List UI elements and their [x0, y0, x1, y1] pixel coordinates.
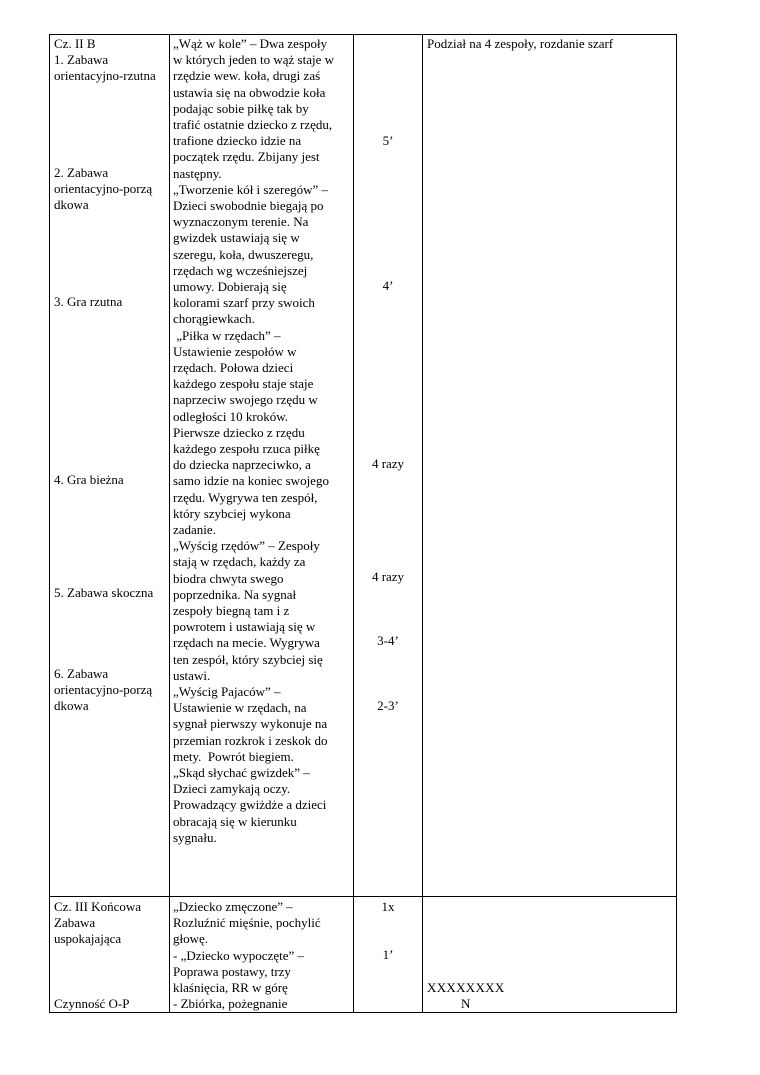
- section-heading: Cz. III Końcowa: [54, 899, 141, 914]
- description-line: Dzieci zamykają oczy.: [173, 781, 291, 797]
- formation-marker: XXXXXXXX: [427, 980, 505, 995]
- formation-marker: N: [461, 996, 471, 1011]
- description-line: kolorami szarf przy swoich: [173, 295, 315, 311]
- description-line: „Skąd słychać gwizdek” –: [173, 765, 310, 780]
- s2-cell-part: [49, 34, 170, 897]
- description-line: ustawi.: [173, 667, 211, 683]
- activity-label: orientacyjno-porzą: [54, 181, 153, 196]
- description-line: „Wyścig rzędów” – Zespoły: [173, 538, 320, 554]
- activity-label: 3. Gra rzutna: [54, 294, 123, 309]
- description-line: „Piłka w rzędach” –: [173, 327, 281, 343]
- description-line: „Wyścig Pajaców” –: [173, 684, 281, 699]
- description-line: ten zespół, który szybciej się: [173, 651, 323, 667]
- description-line: głowę.: [173, 931, 209, 947]
- description-line: następny.: [173, 165, 222, 181]
- description-line: początek rzędu. Zbijany jest: [173, 149, 320, 165]
- description-line: Ustawienie zespołów w: [173, 343, 297, 359]
- description-line: zadanie.: [173, 522, 216, 537]
- duration-value: 2-3’: [377, 698, 399, 713]
- notes-text: Podział na 4 zespoły, rozdanie szarf: [427, 36, 614, 51]
- description-line: obracają się w kierunku: [173, 813, 297, 829]
- description-line: samo idzie na koniec swojego: [173, 473, 329, 489]
- description-line: Dzieci swobodnie biegają po: [173, 198, 324, 213]
- description-line: podając sobie piłkę tak by: [173, 100, 309, 116]
- description-line: zespoły biegną tam i z: [173, 603, 290, 618]
- activity-label: dkowa: [54, 698, 89, 713]
- description-line: który szybciej wykona: [173, 505, 291, 521]
- duration-value: 4 razy: [371, 456, 405, 471]
- activity-label: Czynność O-P: [54, 996, 130, 1011]
- description-line: szeregu, koła, dwuszeregu,: [173, 246, 314, 262]
- description-line: - Zbiórka, pożegnanie: [173, 996, 288, 1012]
- s2-cell-notes: [422, 34, 677, 897]
- description-line: sygnał pierwszy wykonuje na: [173, 716, 328, 732]
- description-line: biodra chwyta swego: [173, 570, 284, 586]
- description-line: „Wąż w kole” – Dwa zespoły: [173, 36, 328, 51]
- description-line: „Tworzenie kół i szeregów” –: [173, 181, 329, 197]
- description-line: rzędu. Wygrywa ten zespół,: [173, 489, 318, 505]
- activity-label: 5. Zabawa skoczna: [54, 585, 154, 600]
- description-line: powrotem i ustawiają się w: [173, 619, 316, 635]
- description-line: w których jeden to wąż staje w: [173, 52, 335, 68]
- description-line: rzędach wg wcześniejszej: [173, 262, 308, 278]
- activity-label: orientacyjno-porzą: [54, 682, 153, 697]
- description-line: Poprawa postawy, trzy: [173, 963, 291, 979]
- activity-label: 4. Gra bieżna: [54, 472, 124, 487]
- description-line: każdego zespołu rzuca piłkę: [173, 441, 320, 456]
- activity-label: uspokajająca: [54, 931, 122, 946]
- description-line: umowy. Dobierają się: [173, 279, 287, 294]
- description-line: „Dziecko zmęczone” –: [173, 899, 293, 914]
- description-line: Rozluźnić mięśnie, pochylić: [173, 915, 321, 931]
- description-line: Pierwsze dziecko z rzędu: [173, 424, 305, 440]
- description-line: gwizdek ustawiają się w: [173, 230, 300, 246]
- description-line: każdego zespołu staje staje: [173, 376, 314, 392]
- description-line: - „Dziecko wypoczęte” –: [173, 947, 305, 963]
- activity-label: 1. Zabawa: [54, 52, 109, 67]
- activity-label: 2. Zabawa: [54, 165, 109, 180]
- description-line: chorągiewkach.: [173, 311, 255, 327]
- description-line: trafić ostatnie dziecko z rzędu,: [173, 117, 333, 132]
- description-line: trafione dziecko idzie na: [173, 133, 302, 149]
- description-line: rzędzie wew. koła, drugi zaś: [173, 68, 321, 84]
- description-line: odległości 10 kroków.: [173, 408, 289, 424]
- duration-value: 4 razy: [371, 569, 405, 584]
- description-line: poprzednika. Na sygnał: [173, 586, 297, 602]
- duration-value: 5’: [382, 133, 394, 148]
- activity-label: dkowa: [54, 197, 89, 212]
- description-line: ustawia się na obwodzie koła: [173, 84, 326, 100]
- description-line: do dziecka naprzeciwko, a: [173, 457, 311, 473]
- description-line: sygnału.: [173, 829, 217, 845]
- duration-value: 1x: [381, 899, 395, 914]
- duration-value: 1’: [382, 947, 394, 962]
- description-line: stają w rzędach, każdy za: [173, 554, 306, 570]
- description-line: rzędach na mecie. Wygrywa: [173, 635, 320, 651]
- activity-label: 6. Zabawa: [54, 666, 109, 681]
- description-line: Ustawienie w rzędach, na: [173, 700, 307, 716]
- description-line: naprzeciw swojego rzędu w: [173, 392, 318, 408]
- activity-label: Zabawa: [54, 915, 96, 930]
- activity-label: orientacyjno-rzutna: [54, 68, 156, 83]
- description-line: przemian rozkrok i zeskok do: [173, 732, 328, 748]
- description-line: mety. Powrót biegiem.: [173, 748, 294, 764]
- section-heading: Cz. II B: [54, 36, 96, 51]
- description-line: wyznaczonym terenie. Na: [173, 214, 309, 230]
- description-line: klaśnięcia, RR w górę: [173, 980, 288, 995]
- duration-value: 4’: [382, 278, 394, 293]
- description-line: Prowadzący gwiżdże a dzieci: [173, 797, 327, 813]
- duration-value: 3-4’: [377, 633, 399, 648]
- description-line: rzędach. Połowa dzieci: [173, 360, 294, 375]
